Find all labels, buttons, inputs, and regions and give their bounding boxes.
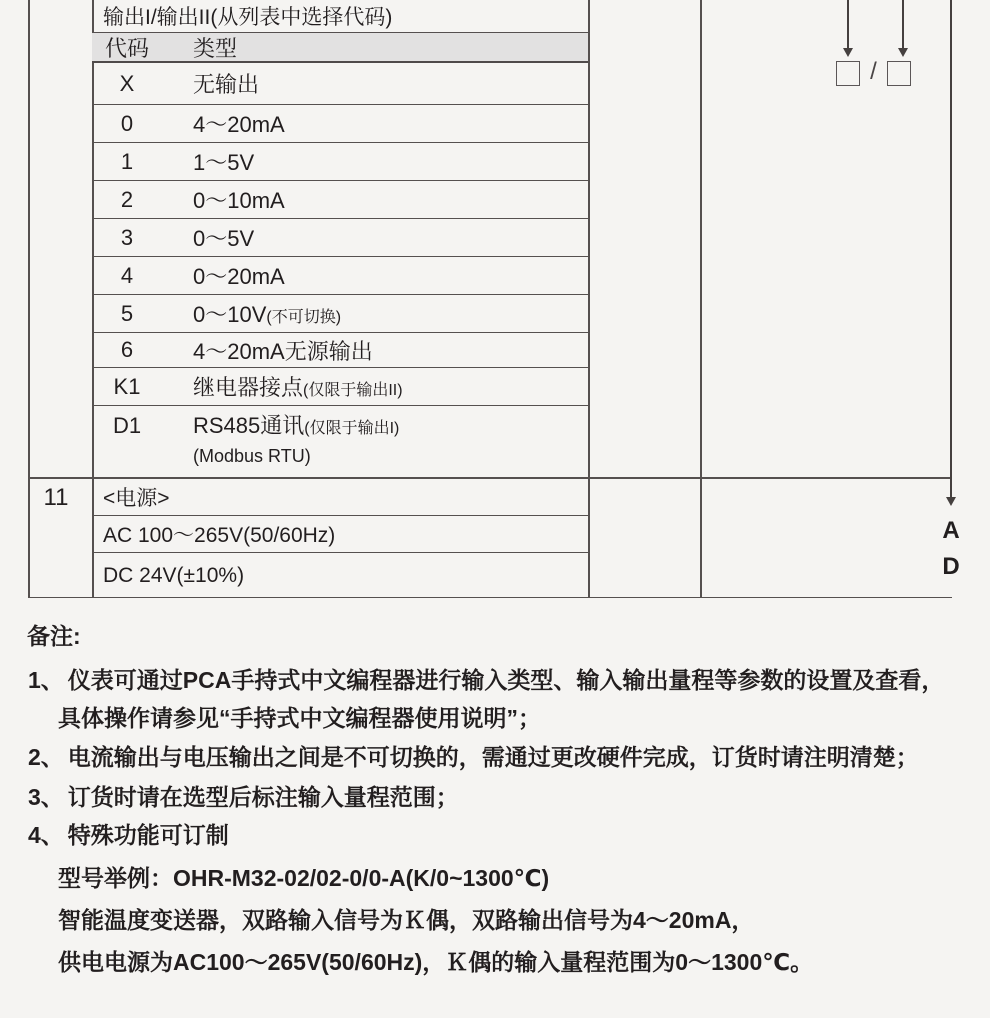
row-type-main: RS485通讯 [193,413,305,438]
note-text: 电流输出与电压输出之间是不可切换的，需通过更改硬件完成，订货时请注明清楚； [67,744,919,770]
table-row [92,295,588,333]
row-type-main: 继电器接点 [193,375,304,400]
output-block-title-text: 输出I/输出II(从列表中选择代码) [103,6,393,29]
note-item-4 [28,815,229,855]
row-code: 3 [120,224,134,250]
row-number-11: 11 [43,484,69,511]
row-type: 1～5V [193,150,255,175]
power-code-ac: A [942,517,960,544]
output1-down-arrow-icon [843,48,853,57]
output2-code-box [887,61,911,86]
table-row [92,105,588,143]
note-number: 4、 [28,822,64,848]
code-box-slash: / [870,58,877,85]
header-type-label: 类型 [193,35,238,61]
power-option-ac-row [92,516,588,553]
note-text: 订货时请在选型后标注输入量程范围； [67,784,459,810]
output-block-title [92,0,588,33]
power-title-row [92,478,588,516]
row-type [162,371,588,402]
row-type-note: (仅限于输出I) [304,420,400,437]
table-divider-mid-col [700,0,702,598]
row-code: X [119,70,135,96]
row-type-note: (不可切换) [266,309,342,326]
note-item-1-continuation: 具体操作请参见“手持式中文编程器使用说明”； [58,705,541,731]
row-type: 4～20mA无源输出 [193,338,373,364]
row-code: 1 [120,148,134,174]
table-row [92,181,588,219]
note-number: 2、 [28,744,64,770]
code-type-header-row [92,33,588,63]
row-type: 无输出 [193,72,260,97]
output1-code-box [836,61,860,86]
row-type: 0～5V [193,226,255,251]
table-row [92,257,588,295]
row-type-main: 0～10V [193,302,267,327]
note-text: 特殊功能可订制 [67,822,229,848]
row-code: 6 [120,337,134,362]
output2-down-arrow-icon [898,48,908,57]
power-option-ac: AC 100～265V(50/60Hz) [103,524,336,547]
row-code: 2 [120,186,134,212]
row-type-note: (仅限于输出II) [303,382,403,399]
row-code: K1 [113,373,141,399]
row-type: 4～20mA [193,112,285,137]
table-row [92,368,588,406]
row-code: D1 [112,413,142,438]
table-row [92,219,588,257]
note-number: 1、 [28,667,64,693]
output1-arrow-line [847,0,849,48]
model-example-line3: 供电电源为AC100～265V(50/60Hz)，Ｋ偶的输入量程范围为0～1300℃。 [58,949,814,975]
row-type-line2: (Modbus RTU) [193,446,311,466]
row-code: 5 [120,300,134,326]
output2-arrow-line [902,0,904,48]
model-example-line2: 智能温度变送器，双路输入信号为Ｋ偶，双路输出信号为4～20mA， [58,907,755,933]
power-option-dc-row [92,553,588,598]
row-type [162,406,588,449]
power-arrow-line [950,0,952,497]
row-code: 0 [120,110,134,136]
note-text: 仪表可通过PCA手持式中文编程器进行输入类型、输入输出量程等参数的设置及查看， [67,667,945,693]
table-divider-content-col [588,0,590,598]
output-code-subtable [92,0,588,598]
notes-heading: 备注: [27,623,81,649]
model-example-line1: 型号举例：OHR-M32-02/02-0/0-A(K/0~1300℃) [58,865,550,891]
note-item-1 [28,660,944,700]
header-code-label: 代码 [104,35,149,61]
table-row [92,143,588,181]
note-item-3 [28,777,459,817]
power-option-dc: DC 24V(±10%) [103,563,245,587]
row-type: 0～20mA [193,264,285,289]
table-row [92,406,588,478]
row-type [162,298,588,329]
power-title: <电源> [103,486,170,510]
table-row [92,63,588,105]
table-row [92,333,588,368]
power-code-dc: D [942,553,960,580]
note-item-2 [28,737,919,777]
note-number: 3、 [28,784,64,810]
row-code: 4 [120,262,134,288]
row-type: 0～10mA [193,188,285,213]
power-down-arrow-icon [946,497,956,506]
